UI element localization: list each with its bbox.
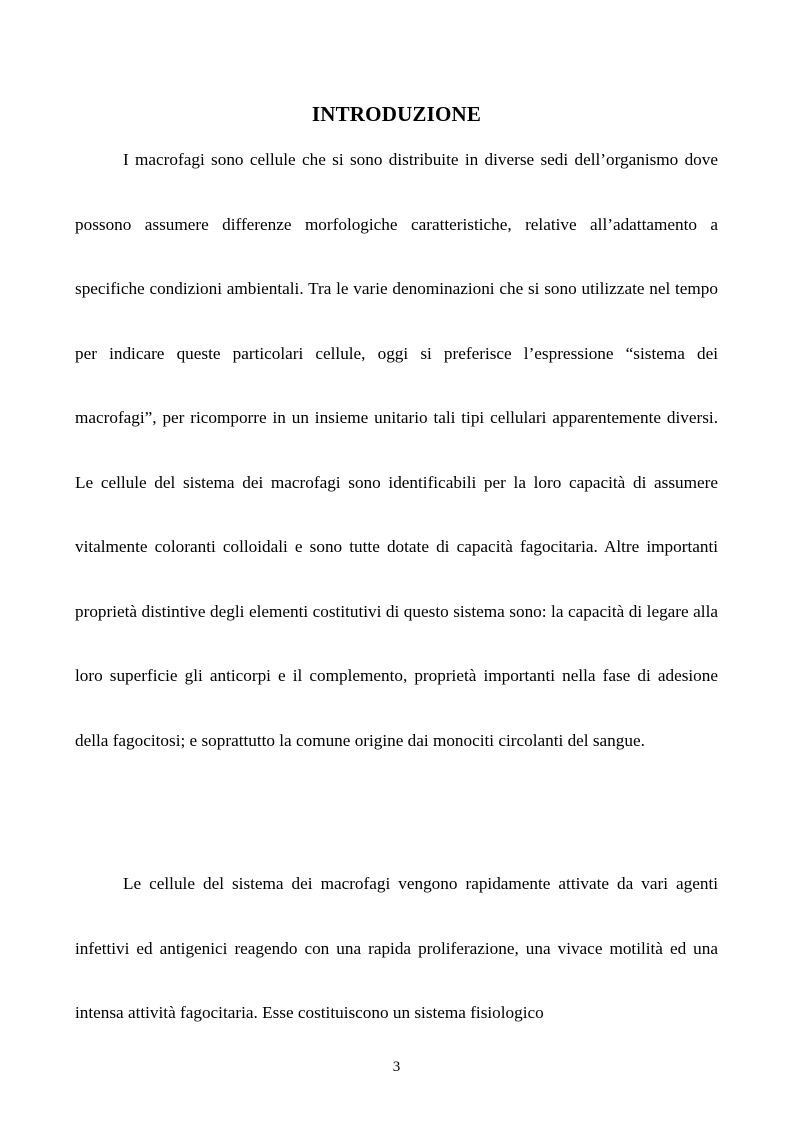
page-title: INTRODUZIONE bbox=[311, 102, 482, 127]
body-paragraph-1-block bbox=[75, 128, 718, 773]
body-paragraph-2-block bbox=[75, 852, 718, 1046]
body-paragraph-2: Le cellule del sistema dei macrofagi vengono rapidamente attivate da vari agenti infettivi ed antigenici reagendo con una rapida proliferazione, una vivace motilità ed una intensa attività fagocitaria. Esse costituiscono un sistema fisiologico bbox=[75, 874, 718, 1022]
body-paragraph-1: I macrofagi sono cellule che si sono distribuite in diverse sedi dell’organismo dove possono assumere differenze morfologiche caratteristiche, relative all’adattamento a specifiche condizioni ambientali. Tra le varie denominazioni che si sono utilizzate nel tempo per indicare queste particolari cellule, oggi si preferisce l’espressione “sistema dei macrofagi”, per ricomporre in un insieme unitario tali tipi cellulari apparentemente diversi. Le cellule del sistema dei macrofagi sono identificabili per la loro capacità di assumere vitalmente coloranti colloidali e sono tutte dotate di capacità fagocitaria. Altre importanti proprietà distintive degli elementi costitutivi di questo sistema sono: la capacità di legare alla loro superficie gli anticorpi e il complemento, proprietà importanti nella fase di adesione della fagocitosi; e soprattutto la comune origine dai monociti circolanti del sangue. bbox=[75, 150, 718, 750]
page-number: 3 bbox=[392, 1059, 401, 1075]
